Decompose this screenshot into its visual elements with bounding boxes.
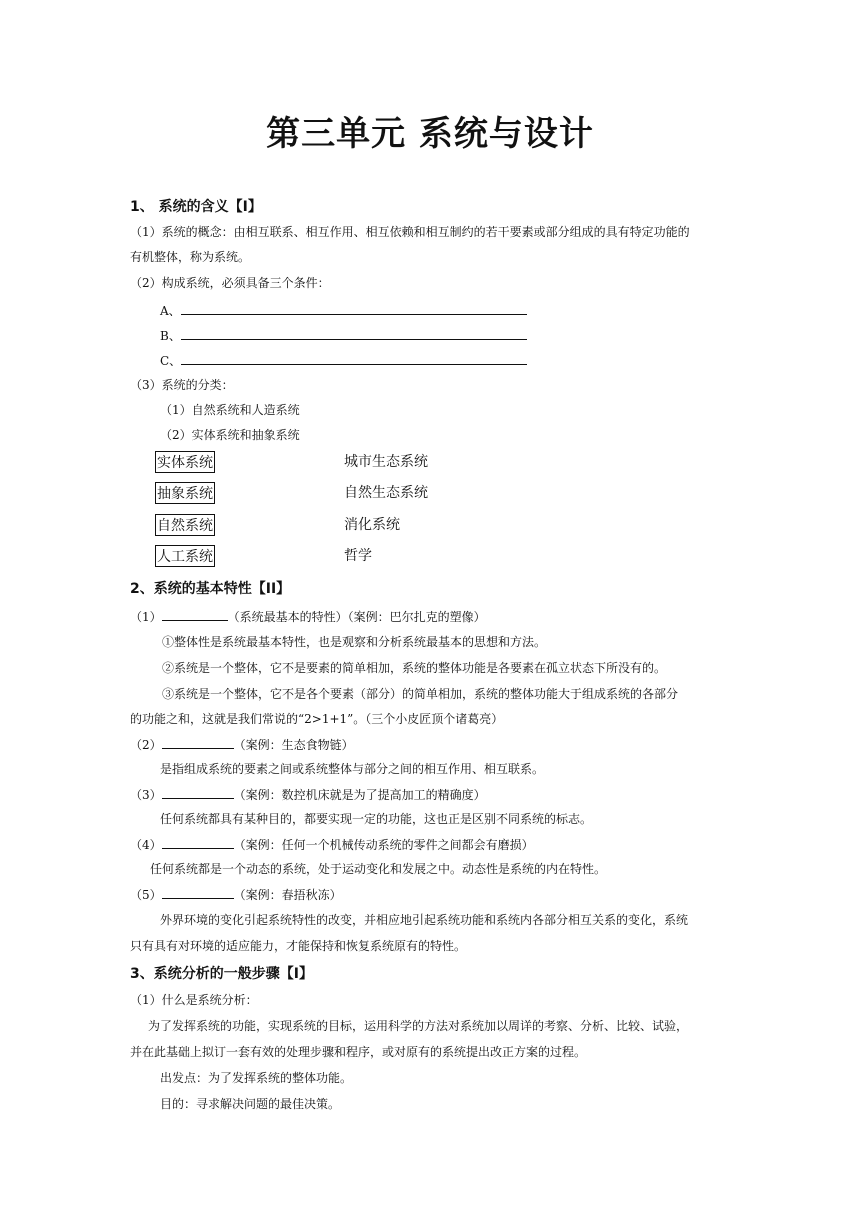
item-text: （系统最基本的特性）（案例：巴尔扎克的塑像） — [227, 610, 486, 624]
fill-blank — [181, 352, 527, 365]
paragraph-line: 任何系统都具有某种目的，都要实现一定的功能，这也正是区别不同系统的标志。 — [160, 812, 593, 826]
item-text: （案例：生态食物链） — [233, 738, 354, 752]
paragraph-line: （1）系统的概念：由相互联系、相互作用、相互依赖和相互制约的若干要素或部分组成的具有特定功能的 — [130, 225, 690, 239]
section-1-heading: 1、 系统的含义【I】 — [130, 199, 262, 215]
paragraph-line: 是指组成系统的要素之间或系统整体与部分之间的相互作用、相互联系。 — [160, 762, 545, 776]
category-box: 抽象系统 — [155, 482, 215, 504]
paragraph-line: （1）什么是系统分析： — [130, 993, 258, 1007]
property-4 — [130, 836, 534, 853]
item-text: （案例：数控机床就是为了提高加工的精确度） — [233, 788, 486, 802]
property-3 — [130, 786, 486, 803]
paragraph-line: （1）自然系统和人造系统 — [160, 403, 300, 417]
paragraph-line: 目的：寻求解决问题的最佳决策。 — [160, 1097, 341, 1111]
fill-blank — [162, 786, 234, 799]
paragraph-line: 只有具有对环境的适应能力，才能保持和恢复系统原有的特性。 — [130, 939, 467, 953]
fill-blank — [162, 836, 234, 849]
section-2-heading: 2、系统的基本特性【II】 — [130, 581, 291, 597]
paragraph-line: 的功能之和，这就是我们常说的“2>1+1”。（三个小皮匠顶个诸葛亮） — [130, 712, 504, 726]
paragraph-line: 有机整体，称为系统。 — [130, 250, 251, 264]
example-item: 消化系统 — [344, 517, 400, 533]
paragraph-line: ②系统是一个整体，它不是要素的简单相加，系统的整体功能是各要素在孤立状态下所没有的。 — [162, 661, 667, 675]
item-number: （3） — [130, 788, 162, 802]
paragraph-line: （2）实体系统和抽象系统 — [160, 428, 300, 442]
paragraph-line: 为了发挥系统的功能，实现系统的目标，运用科学的方法对系统加以周详的考察、分析、比较、试验， — [148, 1019, 689, 1033]
paragraph-line: 任何系统都是一个动态的系统，处于运动变化和发展之中。动态性是系统的内在特性。 — [150, 862, 607, 876]
paragraph-line: 出发点：为了发挥系统的整体功能。 — [160, 1071, 353, 1085]
example-item: 自然生态系统 — [344, 485, 428, 501]
property-5 — [130, 886, 342, 903]
paragraph-line: ③系统是一个整体，它不是各个要素（部分）的简单相加，系统的整体功能大于组成系统的各部分 — [162, 687, 679, 701]
item-number: （1） — [130, 610, 162, 624]
paragraph-line: 并在此基础上拟订一套有效的处理步骤和程序，或对原有的系统提出改正方案的过程。 — [130, 1045, 587, 1059]
fill-blank — [162, 736, 234, 749]
item-number: （4） — [130, 838, 162, 852]
paragraph-line: 外界环境的变化引起系统特性的改变，并相应地引起系统功能和系统内各部分相互关系的变化，系统 — [160, 913, 689, 927]
condition-label: B、 — [160, 329, 181, 343]
item-number: （2） — [130, 738, 162, 752]
paragraph-line: （2）构成系统，必须具备三个条件： — [130, 276, 330, 290]
item-text: （案例：任何一个机械传动系统的零件之间都会有磨损） — [233, 838, 534, 852]
condition-label: A、 — [160, 304, 181, 318]
section-3-heading: 3、系统分析的一般步骤【I】 — [130, 966, 313, 982]
example-item: 城市生态系统 — [344, 454, 428, 470]
condition-c — [160, 352, 527, 369]
page-title: 第三单元 系统与设计 — [266, 114, 594, 154]
item-number: （5） — [130, 888, 162, 902]
condition-label: C、 — [160, 354, 182, 368]
fill-blank — [162, 608, 228, 621]
item-text: （案例：春捂秋冻） — [233, 888, 342, 902]
category-box: 自然系统 — [155, 514, 215, 536]
condition-b — [160, 327, 527, 344]
paragraph-line: ①整体性是系统最基本特性，也是观察和分析系统最基本的思想和方法。 — [162, 635, 547, 649]
category-box: 实体系统 — [155, 451, 215, 473]
paragraph-line: （3）系统的分类： — [130, 378, 234, 392]
fill-blank — [181, 302, 527, 315]
fill-blank — [162, 886, 234, 899]
property-1 — [130, 608, 486, 625]
fill-blank — [181, 327, 527, 340]
example-item: 哲学 — [344, 548, 372, 564]
category-box: 人工系统 — [155, 545, 215, 567]
property-2 — [130, 736, 354, 753]
condition-a — [160, 302, 527, 319]
